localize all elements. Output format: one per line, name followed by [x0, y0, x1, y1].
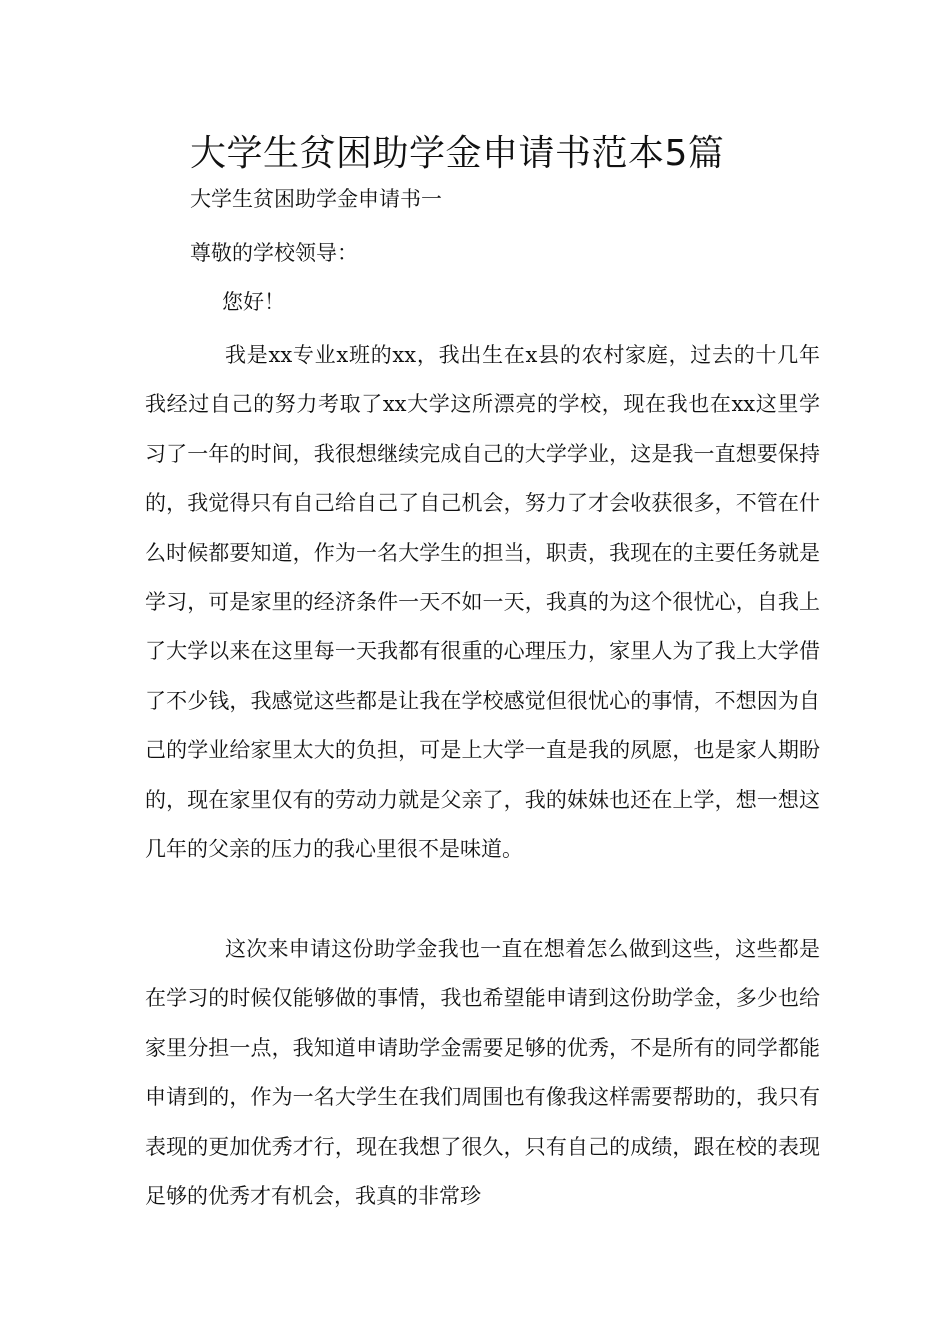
document-title: 大学生贫困助学金申请书范本5篇: [190, 133, 725, 174]
body-paragraph-1: 我是xx专业x班的xx，我出生在x县的农村家庭，过去的十几年我经过自己的努力考取了xx大学这所漂亮的学校，现在我也在xx这里学习了一年的时间，我很想继续完成自己的大学学业，这是我一直想要保持的，我觉得只有自己给自己了自己机会，努力了才会收获很多，不管在什么时候都要知道，作为一名大学生的担当，职责，我现在的主要任务就是学习，可是家里的经济条件一天不如一天，我真的为这个很忧心，自我上了大学以来在这里每一天我都有很重的心理压力，家里人为了我上大学借了不少钱，我感觉这些都是让我在学校感觉但很忧心的事情，不想因为自己的学业给家里太大的负担，可是上大学一直是我的夙愿，也是家人期盼的，现在家里仅有的劳动力就是父亲了，我的妹妹也还在上学，想一想这几年的父亲的压力的我心里很不是味道。: [145, 343, 820, 862]
salutation: 尊敬的学校领导：: [190, 241, 358, 265]
section-heading: 大学生贫困助学金申请书一: [190, 187, 442, 211]
body-paragraph-2: 这次来申请这份助学金我也一直在想着怎么做到这些，这些都是在学习的时候仅能够做的事情，我也希望能申请到这份助学金，多少也给家里分担一点，我知道申请助学金需要足够的优秀，不是所有的同学都能申请到的，作为一名大学生在我们周围也有像我这样需要帮助的，我只有表现的更加优秀才行，现在我想了很久，只有自己的成绩，跟在校的表现足够的优秀才有机会，我真的非常珍: [145, 937, 820, 1209]
greeting: 您好！: [222, 290, 285, 314]
